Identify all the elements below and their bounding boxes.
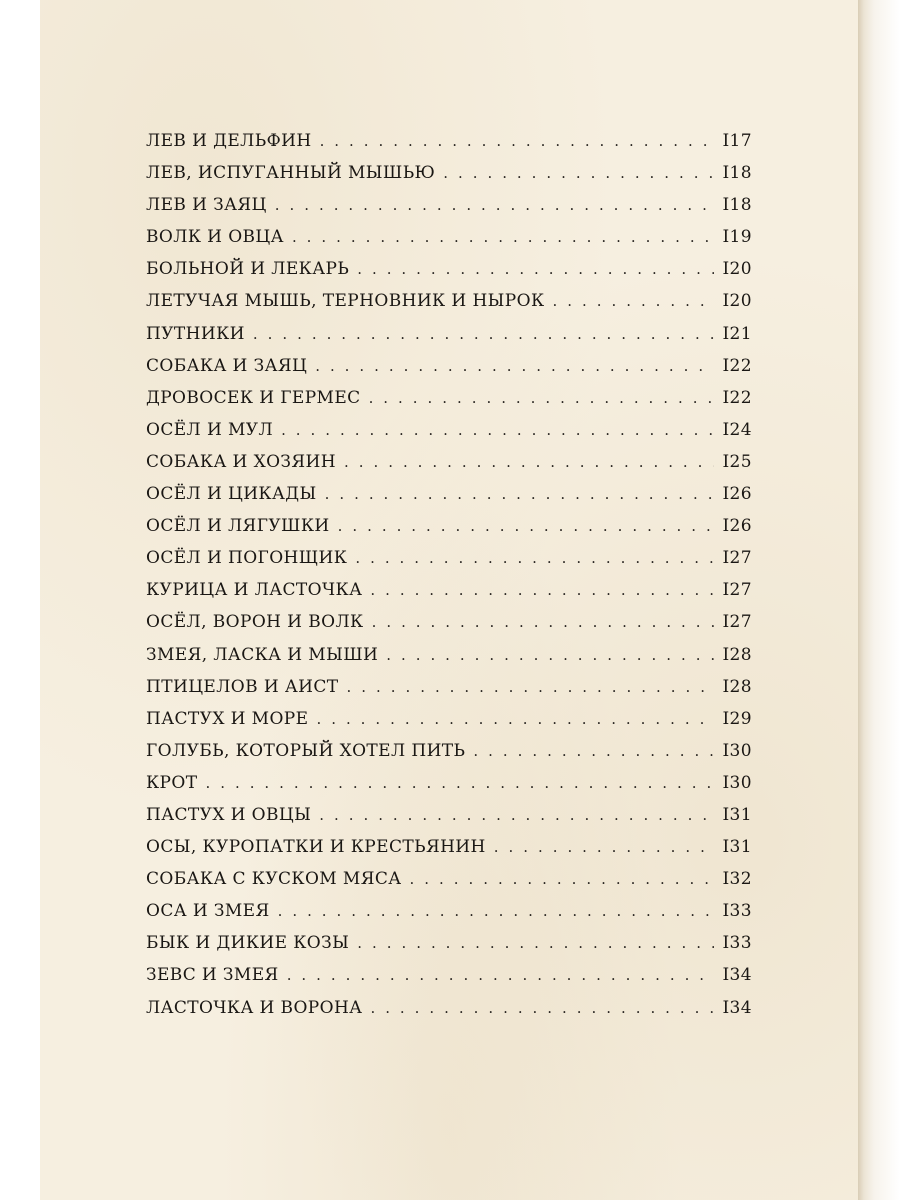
dot-leader: [372, 613, 715, 631]
dot-leader: [410, 870, 715, 888]
toc-entry-page-number: I34: [722, 965, 752, 986]
toc-entry-page-number: I22: [722, 387, 752, 408]
dot-leader: [494, 838, 715, 856]
toc-entry: [146, 452, 752, 484]
toc-entry-page-number: I27: [722, 580, 752, 601]
dot-leader: [369, 389, 715, 407]
toc-entry: [146, 709, 752, 741]
toc-entry-page-number: I18: [722, 195, 752, 216]
toc-entry-title: ЛАСТОЧКА И ВОРОНА: [146, 997, 363, 1018]
dot-leader: [316, 710, 714, 728]
toc-entry: [146, 677, 752, 709]
toc-entry-page-number: I28: [722, 676, 752, 697]
toc-entry: [146, 259, 752, 291]
toc-entry-title: ПУТНИКИ: [146, 323, 245, 344]
toc-entry: [146, 388, 752, 420]
dot-leader: [443, 164, 714, 182]
toc-entry: [146, 645, 752, 677]
dot-leader: [355, 549, 714, 567]
dot-leader: [357, 260, 714, 278]
dot-leader: [325, 485, 715, 503]
toc-entry: [146, 612, 752, 644]
dot-leader: [386, 646, 714, 664]
toc-entry-title: ДРОВОСЕК И ГЕРМЕС: [146, 387, 361, 408]
toc-entry-title: БЫК И ДИКИЕ КОЗЫ: [146, 933, 350, 954]
dot-leader: [357, 934, 714, 952]
toc-entry: [146, 548, 752, 580]
toc-entry-title: СОБАКА И ХОЗЯИН: [146, 451, 336, 472]
toc-entry-title: ОСЁЛ И МУЛ: [146, 419, 274, 440]
toc-entry-page-number: I33: [722, 901, 752, 922]
toc-entry-page-number: I27: [722, 612, 752, 633]
toc-entry-page-number: I30: [722, 740, 752, 761]
dot-leader: [370, 581, 714, 599]
toc-entry-page-number: I26: [722, 516, 752, 537]
dot-leader: [338, 517, 715, 535]
toc-entry-page-number: I27: [722, 548, 752, 569]
toc-entry-page-number: I33: [722, 933, 752, 954]
toc-entry-title: ЛЕВ, ИСПУГАННЫЙ МЫШЬЮ: [146, 163, 436, 184]
toc-entry-title: ЗЕВС И ЗМЕЯ: [146, 965, 279, 986]
toc-entry-title: ОСА И ЗМЕЯ: [146, 901, 270, 922]
toc-entry: [146, 580, 752, 612]
dot-leader: [315, 357, 714, 375]
toc-entry: [146, 805, 752, 837]
toc-entry-title: ЗМЕЯ, ЛАСКА И МЫШИ: [146, 644, 379, 665]
dot-leader: [319, 806, 714, 824]
table-of-contents: [146, 131, 752, 1030]
toc-entry: [146, 163, 752, 195]
toc-entry-title: ОСЁЛ, ВОРОН И ВОЛК: [146, 612, 364, 633]
toc-entry: [146, 773, 752, 805]
toc-entry-page-number: I28: [722, 644, 752, 665]
dot-leader: [292, 228, 715, 246]
toc-entry-title: ОСЁЛ И ЛЯГУШКИ: [146, 516, 330, 537]
dot-leader: [281, 421, 714, 439]
toc-entry-title: ЛЕТУЧАЯ МЫШЬ, ТЕРНОВНИК И НЫРОК: [146, 291, 545, 312]
toc-entry-title: ПАСТУХ И МОРЕ: [146, 708, 309, 729]
dot-leader: [370, 999, 714, 1017]
toc-entry: [146, 933, 752, 965]
toc-entry-page-number: I26: [722, 484, 752, 505]
toc-entry-page-number: I22: [722, 355, 752, 376]
toc-entry: [146, 869, 752, 901]
toc-entry-page-number: I31: [722, 804, 752, 825]
toc-entry-title: ЛЕВ И ЗАЯЦ: [146, 195, 267, 216]
toc-entry: [146, 131, 752, 163]
toc-entry-title: ОСЫ, КУРОПАТКИ И КРЕСТЬЯНИН: [146, 837, 486, 858]
toc-entry-page-number: I25: [722, 451, 752, 472]
toc-entry-title: ГОЛУБЬ, КОТОРЫЙ ХОТЕЛ ПИТЬ: [146, 740, 466, 761]
toc-entry-title: КРОТ: [146, 772, 198, 793]
toc-entry-page-number: I20: [722, 259, 752, 280]
dot-leader: [253, 325, 715, 343]
toc-entry: [146, 516, 752, 548]
toc-entry-title: ПАСТУХ И ОВЦЫ: [146, 804, 312, 825]
toc-entry: [146, 741, 752, 773]
toc-entry: [146, 356, 752, 388]
toc-entry-title: КУРИЦА И ЛАСТОЧКА: [146, 580, 363, 601]
toc-entry-title: ЛЕВ И ДЕЛЬФИН: [146, 131, 312, 151]
toc-entry-title: ОСЁЛ И ЦИКАДЫ: [146, 484, 317, 505]
toc-entry-page-number: I29: [722, 708, 752, 729]
toc-entry-page-number: I31: [722, 837, 752, 858]
dot-leader: [553, 292, 715, 310]
toc-entry-page-number: I17: [722, 131, 752, 151]
toc-entry: [146, 195, 752, 227]
toc-entry-title: ОСЁЛ И ПОГОНЩИК: [146, 548, 348, 569]
toc-entry: [146, 291, 752, 323]
dot-leader: [344, 453, 714, 471]
toc-entry-title: ВОЛК И ОВЦА: [146, 227, 284, 248]
toc-entry: [146, 227, 752, 259]
dot-leader: [287, 966, 715, 984]
toc-entry-page-number: I30: [722, 772, 752, 793]
toc-entry-page-number: I32: [722, 869, 752, 890]
toc-entry: [146, 998, 752, 1030]
toc-entry-page-number: I24: [722, 419, 752, 440]
toc-entry-page-number: I34: [722, 997, 752, 1018]
dot-leader: [473, 742, 714, 760]
dot-leader: [278, 902, 715, 920]
toc-entry-page-number: I19: [722, 227, 752, 248]
dot-leader: [320, 132, 715, 150]
dot-leader: [275, 196, 715, 214]
toc-entry-page-number: I21: [722, 323, 752, 344]
toc-entry: [146, 420, 752, 452]
toc-entry: [146, 837, 752, 869]
page-edge: [858, 0, 900, 1200]
toc-entry: [146, 324, 752, 356]
toc-entry-title: СОБАКА И ЗАЯЦ: [146, 355, 308, 376]
toc-entry-page-number: I20: [722, 291, 752, 312]
dot-leader: [347, 678, 715, 696]
toc-entry-title: СОБАКА С КУСКОМ МЯСА: [146, 869, 402, 890]
toc-entry-title: ПТИЦЕЛОВ И АИСТ: [146, 676, 339, 697]
toc-entry-title: БОЛЬНОЙ И ЛЕКАРЬ: [146, 259, 350, 280]
dot-leader: [205, 774, 714, 792]
toc-entry: [146, 965, 752, 997]
toc-entry-page-number: I18: [722, 163, 752, 184]
toc-entry: [146, 901, 752, 933]
toc-entry: [146, 484, 752, 516]
